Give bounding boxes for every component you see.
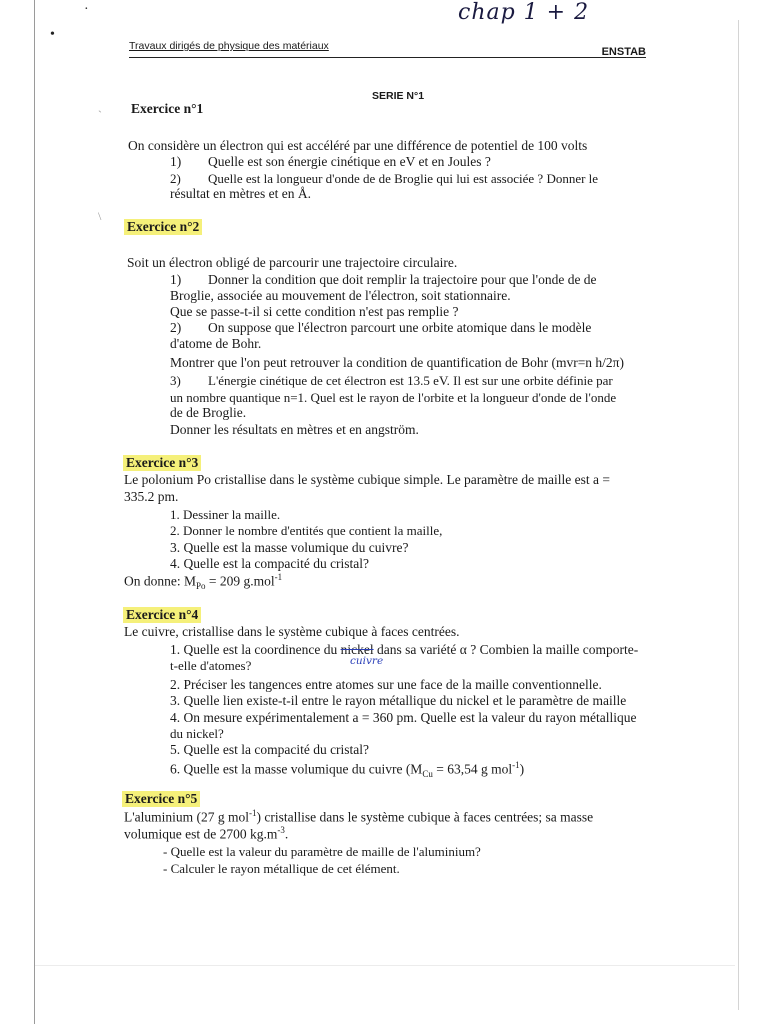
scan-shadow xyxy=(35,965,735,966)
question-item: 2) On suppose que l'électron parcourt une orbite atomique dans le modèle xyxy=(170,320,592,335)
question-item: 2. Donner le nombre d'entités que contient la maille, xyxy=(170,523,443,538)
question-continuation: d'atome de Bohr. xyxy=(170,336,262,351)
exercise-text: On considère un électron qui est accéléré par une différence de potentiel de 100 volts xyxy=(128,138,588,153)
exercise-title: Exercice n°3 xyxy=(123,455,201,471)
question-continuation: Montrer que l'on peut retrouver la condition de quantification de Bohr (mvr=n h/2π) xyxy=(170,355,624,370)
question-item: 3) L'énergie cinétique de cet électron est 13.5 eV. Il est sur une orbite définie par xyxy=(170,373,613,388)
question-continuation: un nombre quantique n=1. Quel est le rayon de l'orbite et la longueur d'onde de l'onde xyxy=(170,390,617,405)
course-title: Travaux dirigés de physique des matériaux xyxy=(129,40,329,52)
exercise-title: Exercice n°4 xyxy=(123,607,201,623)
exercise-text: Soit un électron obligé de parcourir une trajectoire circulaire. xyxy=(127,255,458,270)
exercise-title: Exercice n°5 xyxy=(122,791,200,807)
page-header xyxy=(129,38,646,58)
struck-word: nickel xyxy=(340,642,374,657)
question-item: 1. Quelle est la coordinence du nickel dans sa variété α ? Combien la maille comporte- xyxy=(170,642,639,657)
scan-speck: · xyxy=(84,2,89,17)
question-item: 4. Quelle est la compacité du cristal? xyxy=(170,556,370,571)
page-edge xyxy=(738,20,739,1010)
margin-mark: \ xyxy=(98,209,102,223)
question-item: 3. Quelle lien existe-t-il entre le rayon métallique du nickel et le paramètre de maille xyxy=(170,693,627,708)
question-item: 1. Dessiner la maille. xyxy=(170,507,281,522)
exercise-text: 335.2 pm. xyxy=(124,489,179,504)
scan-speck: • xyxy=(50,27,55,42)
question-continuation: de de Broglie. xyxy=(170,405,247,420)
question-continuation: Donner les résultats en mètres et en angström. xyxy=(170,422,419,437)
exercise-text: volumique est de 2700 $kg.m^{-3}$. xyxy=(124,825,289,842)
school-name: ENSTAB xyxy=(601,46,646,58)
question-item: 6. Quelle est la masse volumique du cuivre ($M_{Cu} = 63,54$ g mol$^{-1}$) xyxy=(170,760,525,780)
question-continuation: t-elle d'atomes? xyxy=(170,658,252,673)
margin-mark: ˋ xyxy=(98,108,102,122)
question-item: - Calculer le rayon métallique de cet élément. xyxy=(163,861,400,876)
question-continuation: résultat en mètres et en Å. xyxy=(170,186,311,201)
question-item: 1) Donner la condition que doit remplir la trajectoire pour que l'onde de de xyxy=(170,272,597,287)
question-item: - Quelle est la valeur du paramètre de maille de l'aluminium? xyxy=(163,844,481,859)
handwritten-correction: cuivre xyxy=(350,655,384,667)
given-data: On donne: $M_{Po} = 209$ g.mol$^{-1}$ xyxy=(124,572,283,592)
exercise-text: L'aluminium (27 g mol$^{-1}$) cristallise dans le système cubique à faces centrées; sa masse xyxy=(124,808,594,825)
question-item: 5. Quelle est la compacité du cristal? xyxy=(170,742,370,757)
exercise-title: Exercice n°1 xyxy=(131,101,204,116)
exercise-text: Le cuivre, cristallise dans le système cubique à faces centrées. xyxy=(124,624,460,639)
question-item: 1) Quelle est son énergie cinétique en eV et en Joules ? xyxy=(170,154,491,169)
question-item: 4. On mesure expérimentalement a = 360 pm. Quelle est la valeur du rayon métallique xyxy=(170,710,637,725)
question-continuation: Que se passe-t-il si cette condition n'est pas remplie ? xyxy=(170,304,459,319)
question-continuation: Broglie, associée au mouvement de l'électron, soit stationnaire. xyxy=(170,288,511,303)
exercise-title: Exercice n°2 xyxy=(124,219,202,235)
question-item: 2) Quelle est la longueur d'onde de de Broglie qui lui est associée ? Donner le xyxy=(170,171,599,186)
page-edge xyxy=(34,0,35,1024)
question-item: 3. Quelle est la masse volumique du cuivre? xyxy=(170,540,409,555)
question-continuation: du nickel? xyxy=(170,726,224,741)
handwritten-note: chap 1 + 2 xyxy=(458,0,590,25)
question-item: 2. Préciser les tangences entre atomes sur une face de la maille conventionnelle. xyxy=(170,677,602,692)
exercise-text: Le polonium Po cristallise dans le système cubique simple. Le paramètre de maille est a = xyxy=(124,472,610,487)
series-title: SERIE N°1 xyxy=(372,90,425,102)
